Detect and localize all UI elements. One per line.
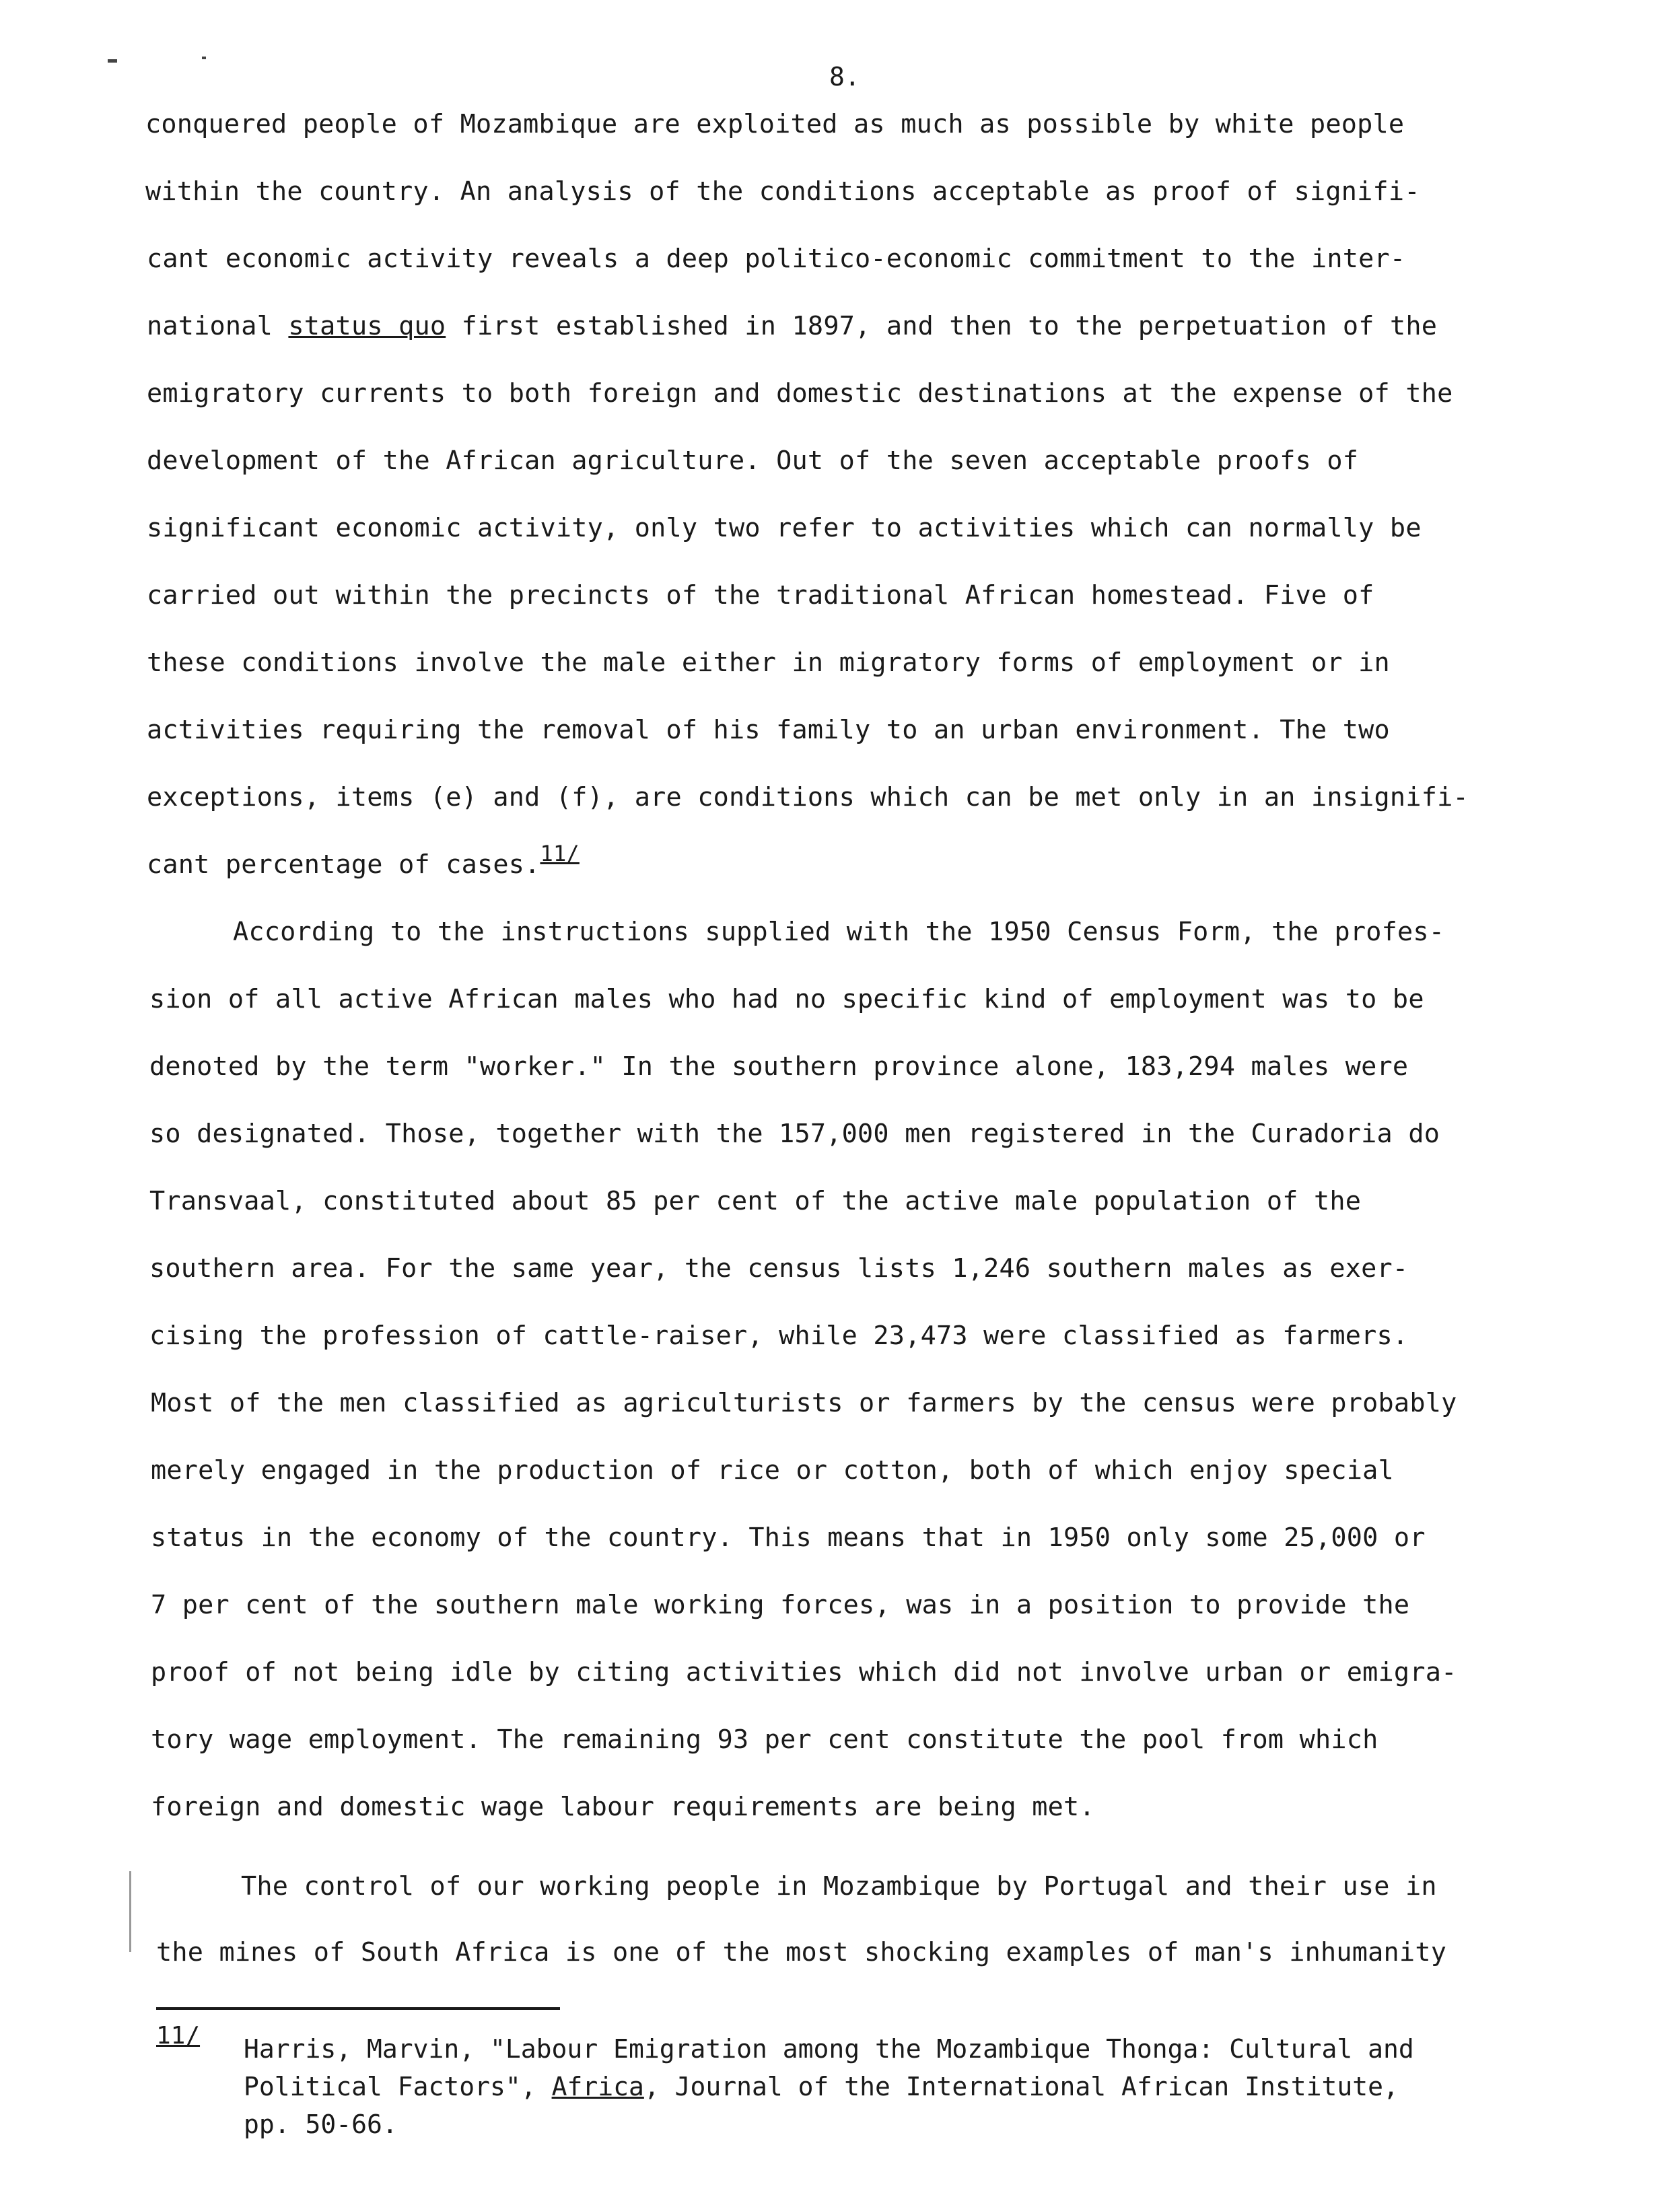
- text-line: significant economic activity, only two refer to activities which can normally be: [147, 513, 1422, 543]
- text-line: denoted by the term "worker." In the southern province alone, 183,294 males were: [149, 1051, 1409, 1082]
- text-line: southern area. For the same year, the census lists 1,246 southern males as exer-: [149, 1253, 1409, 1284]
- text-line: emigratory currents to both foreign and domestic destinations at the expense of the: [147, 378, 1453, 409]
- footnote-line-with-journal: [244, 2072, 1399, 2101]
- text-line: development of the African agriculture. Out of the seven acceptable proofs of: [147, 446, 1359, 476]
- text-segment: cant percentage of cases.: [147, 849, 540, 880]
- text-line: activities requiring the removal of his family to an urban environment. The two: [147, 715, 1390, 745]
- text-line: According to the instructions supplied with the 1950 Census Form, the profes-: [233, 917, 1445, 947]
- text-segment: Political Factors",: [244, 2072, 552, 2101]
- text-line: cising the profession of cattle-raiser, while 23,473 were classified as farmers.: [149, 1321, 1409, 1351]
- text-line: foreign and domestic wage labour requirements are being met.: [151, 1792, 1095, 1822]
- scan-margin-mark: [129, 1871, 131, 1952]
- text-line: Transvaal, constituted about 85 per cent of the active male population of the: [149, 1186, 1362, 1216]
- text-line: so designated. Those, together with the 157,000 men registered in the Curadoria do: [149, 1119, 1440, 1149]
- scan-speck: [108, 59, 117, 63]
- text-line: 7 per cent of the southern male working forces, was in a position to provide the: [151, 1590, 1410, 1620]
- text-segment: national: [147, 311, 289, 341]
- footnote-line: pp. 50-66.: [244, 2109, 398, 2139]
- text-line-with-footnote-ref: [147, 841, 580, 880]
- text-line: merely engaged in the production of rice or cotton, both of which enjoy special: [151, 1455, 1394, 1486]
- footnote-separator: [156, 2007, 560, 2010]
- text-segment: first established in 1897, and then to the perpetuation of the: [446, 311, 1438, 341]
- text-line: within the country. An analysis of the conditions acceptable as proof of signifi-: [145, 176, 1420, 207]
- footnote-line: Harris, Marvin, "Labour Emigration among the Mozambique Thonga: Cultural and: [244, 2034, 1414, 2064]
- emphasis-journal-title: Africa: [551, 2072, 644, 2101]
- scan-speck: [202, 57, 206, 59]
- text-line: exceptions, items (e) and (f), are conditions which can be met only in an insignifi-: [147, 782, 1469, 812]
- text-segment: , Journal of the International African Institute,: [643, 2072, 1399, 2101]
- emphasis-status-quo: status quo: [288, 311, 446, 341]
- text-line: carried out within the precincts of the traditional African homestead. Five of: [147, 580, 1374, 611]
- text-line: the mines of South Africa is one of the most shocking examples of man's inhumanity: [156, 1937, 1447, 1967]
- text-line: cant economic activity reveals a deep politico-economic commitment to the inter-: [147, 244, 1406, 274]
- text-line: these conditions involve the male either in migratory forms of employment or in: [147, 648, 1390, 678]
- text-line: status in the economy of the country. This means that in 1950 only some 25,000 or: [151, 1523, 1426, 1553]
- text-line: tory wage employment. The remaining 93 per cent constitute the pool from which: [151, 1724, 1378, 1755]
- text-line: conquered people of Mozambique are exploited as much as possible by white people: [145, 109, 1405, 139]
- text-line-status-quo: [147, 311, 1437, 341]
- footnote-reference: 11/: [540, 841, 580, 866]
- text-line: sion of all active African males who had no specific kind of employment was to be: [149, 984, 1424, 1014]
- footnote-marker: 11/: [156, 2022, 201, 2050]
- text-line: proof of not being idle by citing activities which did not involve urban or emigra-: [151, 1657, 1457, 1687]
- page-number: 8.: [829, 62, 860, 92]
- text-line: Most of the men classified as agriculturists or farmers by the census were probably: [151, 1388, 1457, 1418]
- text-line: The control of our working people in Mozambique by Portugal and their use in: [241, 1871, 1437, 1902]
